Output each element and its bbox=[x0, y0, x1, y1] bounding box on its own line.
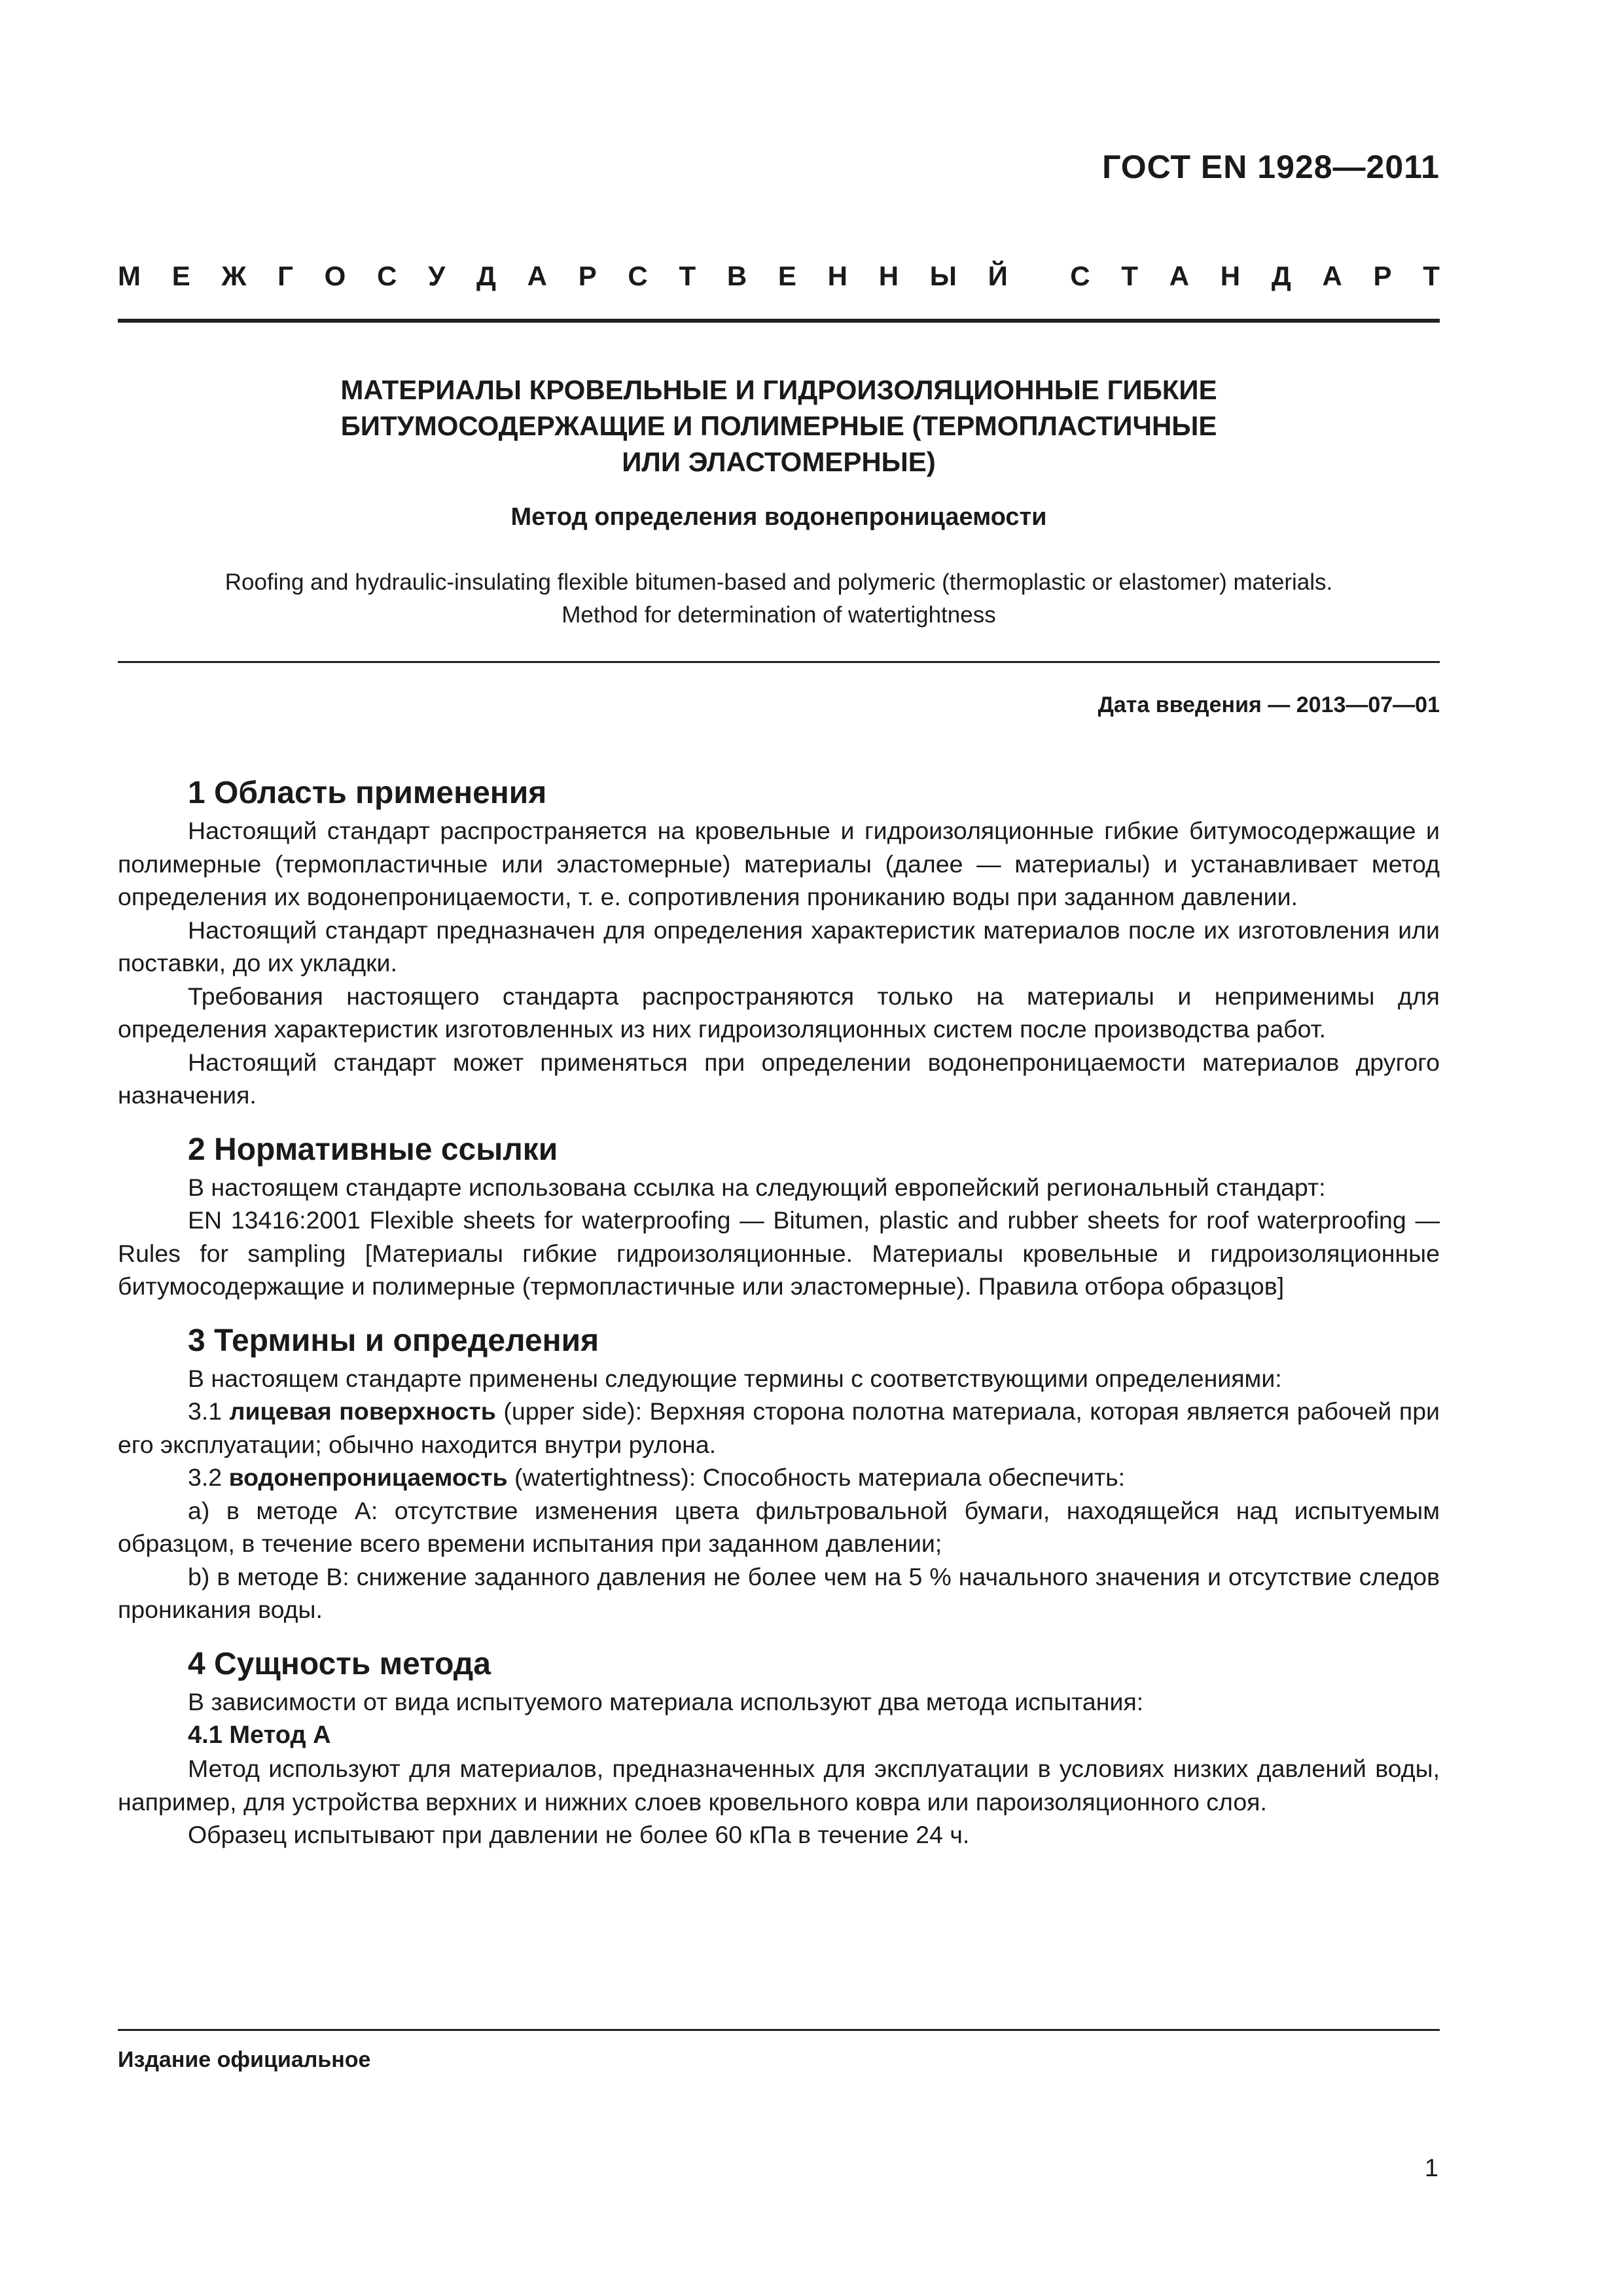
banner-letter: Т bbox=[679, 260, 696, 291]
paragraph: В настоящем стандарте использована ссылка на следующий европейский региональный стандарт: bbox=[188, 1173, 1326, 1201]
banner-letter: Е bbox=[777, 260, 796, 291]
banner-letter: Т bbox=[1121, 260, 1138, 291]
paragraph: В настоящем стандарте применены следующие термины с соответствующими определениями: bbox=[188, 1364, 1282, 1392]
section-terms-definitions bbox=[118, 1320, 1440, 1626]
term-name: водонепроницаемость bbox=[228, 1463, 508, 1491]
banner-letter: Н bbox=[878, 260, 899, 291]
document-code: ГОСТ EN 1928—2011 bbox=[1102, 149, 1440, 185]
paragraph: Образец испытывают при давлении не более 60 кПа в течение 24 ч. bbox=[188, 1821, 970, 1848]
term-text: (watertightness): Способность материала обеспечить: bbox=[514, 1463, 1126, 1491]
title-line: БИТУМОСОДЕРЖАЩИЕ И ПОЛИМЕРНЫЕ (ТЕРМОПЛАСТИЧНЫЕ bbox=[340, 410, 1217, 441]
banner-letter: А bbox=[1322, 260, 1342, 291]
banner-letter: Г bbox=[277, 260, 293, 291]
banner-letter: У bbox=[428, 260, 446, 291]
banner-letter: Ы bbox=[929, 260, 957, 291]
banner-letter: Ж bbox=[221, 260, 247, 291]
term-number: 3.1 bbox=[188, 1397, 223, 1425]
document-subtitle: Метод определения водонепроницаемости bbox=[510, 503, 1047, 531]
english-title-line: Roofing and hydraulic-insulating flexible bitumen-based and polymeric (thermoplastic or elastomer) materials. bbox=[224, 569, 1333, 595]
list-item: a) в методе A: отсутствие изменения цвета фильтровальной бумаги, находящейся над испытуемым образцом, в течение всего времени испытания при заданном давлении; bbox=[118, 1496, 1440, 1557]
banner-letter: Й bbox=[988, 260, 1008, 291]
subsection-heading: 4.1 Метод А bbox=[188, 1721, 331, 1749]
paragraph: Настоящий стандарт распространяется на кровельные и гидроизоляционные гибкие битумосодержащие и полимерные (термопластичные или эластомерные) материалы (далее — материалы) и устанавливает метод определения их водонепроницаемости, т. е. сопротивления прониканию воды при заданном давлении. bbox=[118, 817, 1440, 910]
section-heading: 1 Область применения bbox=[188, 776, 547, 810]
page-number: 1 bbox=[1424, 2155, 1438, 2182]
banner-letter: А bbox=[1169, 260, 1190, 291]
banner-letter: В bbox=[726, 260, 747, 291]
official-edition-label: Издание официальное bbox=[118, 2047, 371, 2072]
term-number: 3.2 bbox=[188, 1463, 223, 1491]
section-scope bbox=[118, 772, 1440, 1112]
standard-type-banner bbox=[118, 259, 1440, 293]
banner-letter: Р bbox=[1373, 260, 1392, 291]
term-name: лицевая поверхность bbox=[229, 1397, 496, 1425]
banner-letter: А bbox=[527, 260, 547, 291]
paragraph: Требования настоящего стандарта распространяются только на материалы и неприменимы для определения характеристик изготовленных из них гидроизоляционных систем после производства работ. bbox=[118, 982, 1440, 1043]
banner-letter: О bbox=[324, 260, 346, 291]
paragraph: EN 13416:2001 Flexible sheets for waterproofing — Bitumen, plastic and rubber sheets for roof waterproofing — Rules for sampling [Материалы гибкие гидроизоляционные. Материалы кровельные и гидроизоляционные битумосодержащие и полимерные (термопластичные или эластомерные). Правила отбора образцов] bbox=[118, 1206, 1440, 1300]
term-definition bbox=[118, 1395, 1440, 1461]
banner-letter: Р bbox=[578, 260, 597, 291]
introduction-date: Дата введения — 2013—07—01 bbox=[1097, 692, 1440, 717]
banner-letter: Т bbox=[1423, 260, 1440, 291]
section-heading: 3 Термины и определения bbox=[188, 1323, 599, 1358]
section-heading: 4 Сущность метода bbox=[188, 1646, 491, 1681]
paragraph: Настоящий стандарт может применяться при определении водонепроницаемости материалов другого назначения. bbox=[118, 1048, 1440, 1109]
title-rule bbox=[118, 661, 1440, 663]
banner-letter: М bbox=[118, 260, 141, 291]
title-line: МАТЕРИАЛЫ КРОВЕЛЬНЫЕ И ГИДРОИЗОЛЯЦИОННЫЕ ГИБКИЕ bbox=[340, 374, 1217, 405]
paragraph: В зависимости от вида испытуемого материала используют два метода испытания: bbox=[188, 1687, 1144, 1715]
document-body bbox=[118, 772, 1440, 1852]
banner-letter: Д bbox=[1271, 260, 1291, 291]
banner-letter: С bbox=[1070, 260, 1090, 291]
paragraph: Настоящий стандарт предназначен для определения характеристик материалов после их изготовления или поставки, до их укладки. bbox=[118, 916, 1440, 977]
list-item: b) в методе B: снижение заданного давления не более чем на 5 % начального значения и отсутствие следов проникания воды. bbox=[118, 1562, 1440, 1623]
english-title-line: Method for determination of watertightness bbox=[562, 602, 996, 628]
banner-letter: С bbox=[377, 260, 397, 291]
english-title bbox=[118, 566, 1440, 632]
title-line: ИЛИ ЭЛАСТОМЕРНЫЕ) bbox=[622, 446, 936, 477]
document-title bbox=[118, 372, 1440, 480]
header-rule bbox=[118, 319, 1440, 323]
banner-letter: Н bbox=[827, 260, 847, 291]
banner-letter: Н bbox=[1220, 260, 1241, 291]
section-heading: 2 Нормативные ссылки bbox=[188, 1132, 558, 1167]
term-definition bbox=[118, 1461, 1440, 1494]
section-method-essence bbox=[118, 1643, 1440, 1852]
banner-letter: Е bbox=[171, 260, 190, 291]
banner-letter: С bbox=[628, 260, 648, 291]
paragraph: Метод используют для материалов, предназначенных для эксплуатации в условиях низких давлений воды, например, для устройства верхних и нижних слоев кровельного ковра или пароизоляционного слоя. bbox=[118, 1755, 1440, 1816]
banner-letter: Д bbox=[476, 260, 496, 291]
footer-rule bbox=[118, 2029, 1440, 2031]
section-normative-references bbox=[118, 1129, 1440, 1303]
term-text: (upper side): Верхняя сторона полотна материала, которая является рабочей при его эксплуатации; обычно находится внутри рулона. bbox=[118, 1397, 1440, 1458]
